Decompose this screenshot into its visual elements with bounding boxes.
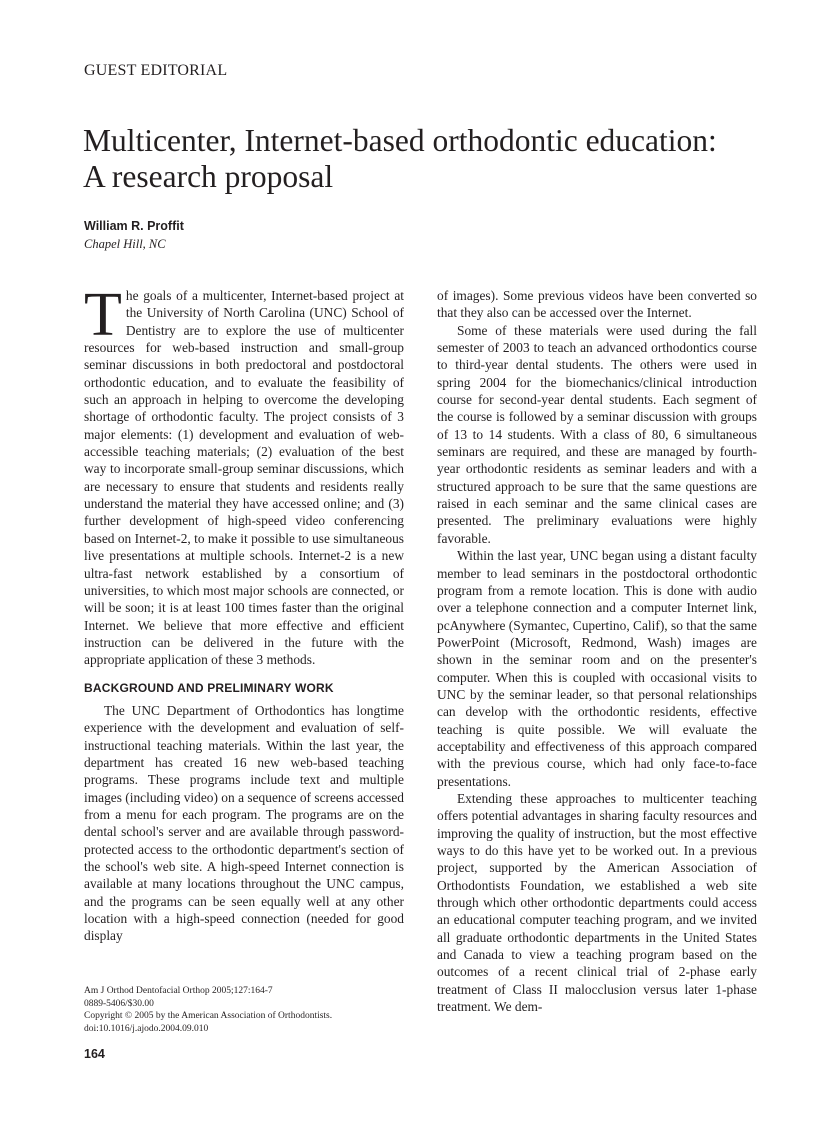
paragraph: of images). Some previous videos have been converted so that they also can be accessed over the Internet. <box>437 288 757 321</box>
right-column <box>437 287 757 1015</box>
paragraph-text: he goals of a multicenter, Internet-based project at the University of North Carolina (UNC) School of Dentistry are to explore the use of multicenter resources for web-based instruction and small-group seminar discussions in both predoctoral and postdoctoral orthodontic education, and to evaluate the feasibility of such an approach in helping to overcome the developing shortage of orthodontic faculty. The project consists of 3 major elements: (1) development and evaluation of web-accessible teaching materials; (2) evaluation of the best way to incorporate small-group seminar discussions, which are necessary to ensure that students and residents really understand the material they have accessed online; and (3) further development of high-speed video conferencing based on Internet-2, to make it possible to use simultaneous live presentations at multiple schools. Internet-2 is a new ultra-fast network established by a consortium of universities, to which most major schools are connected, or will be soon; it is at least 100 times faster than the original Internet. We believe that more effective and efficient instruction can be delivered in the future with the appropriate application of these 3 methods. <box>84 288 404 668</box>
article-title: Multicenter, Internet-based orthodontic education: A research proposal <box>83 123 717 194</box>
paragraph: Extending these approaches to multicenter teaching offers potential advantages in sharing faculty resources and improving the quality of instruction, but the most effective ways to do this have yet to be worked out. In a previous project, supported by the American Association of Orthodontists Foundation, we established a web site through which other orthodontic departments could access an educational computer teaching program, and we invited all graduate orthodontic departments in the United States and Canada to view a teaching program based on the outcomes of a recent clinical trial of 2-phase early treatment of Class II malocclusion versus later 1-phase treatment. We dem- <box>437 790 757 1015</box>
section-heading: BACKGROUND AND PRELIMINARY WORK <box>84 680 334 695</box>
citation: Am J Orthod Dentofacial Orthop 2005;127:164-7 <box>84 986 273 996</box>
paragraph: The UNC Department of Orthodontics has longtime experience with the development and evaluation of self-instructional teaching materials. Within the last year, the department has created 16 new web-based teaching programs. These programs include text and multiple images (including video) on a sequence of screens accessed from a menu for each program. The programs are on the dental school's server and are available through password-protected access to the orthodontic department's section of the school's web site. A high-speed Internet connection is available at many locations throughout the UNC campus, and the programs can be seen equally well at any other location with a high-speed connection (needed for good display <box>84 702 404 944</box>
author-name: William R. Proffit <box>84 219 184 233</box>
left-column <box>84 281 404 945</box>
doi: doi:10.1016/j.ajodo.2004.09.010 <box>84 1023 209 1034</box>
section-label: GUEST EDITORIAL <box>84 62 228 79</box>
intro-paragraph <box>84 281 404 669</box>
copyright: Copyright © 2005 by the American Association of Orthodontists. <box>84 1011 333 1022</box>
paragraph: Within the last year, UNC began using a distant faculty member to lead seminars in the postdoctoral orthodontic program from a remote location. This is done with audio over a telephone connection and a computer Internet link, pcAnywhere (Symantec, Cupertino, Calif), so that the same PowerPoint (Microsoft, Redmond, Wash) images are shown in the seminar room and on the presenter's computer. When this is coupled with occasional visits to UNC by the seminar leader, so that personal relationships can develop with the orthodontic residents, effective teaching is quite possible. We will evaluate the acceptability and effectiveness of this approach compared with the previous course, which had only face-to-face presentations. <box>437 548 757 789</box>
drop-cap: T <box>84 281 122 349</box>
paragraph: Some of these materials were used during the fall semester of 2003 to teach an advanced orthodontics course to third-year dental students. The others were used in spring 2004 for the biomechanics/clinical introduction course for second-year dental students. Each segment of the course is followed by a seminar discussion with groups of 13 to 14 students. With a class of 80, 6 simultaneous seminars are required, and these are managed by fourth-year orthodontic residents as seminar leaders and with a structured approach to be sure that the same questions are raised in each seminar and the same clinical cases are presented. The preliminary evaluations were highly favorable. <box>437 322 757 546</box>
page-number: 164 <box>84 1047 105 1061</box>
author-affiliation: Chapel Hill, NC <box>84 237 166 251</box>
issn: 0889-5406/$30.00 <box>84 998 154 1009</box>
footnote <box>84 985 332 1035</box>
